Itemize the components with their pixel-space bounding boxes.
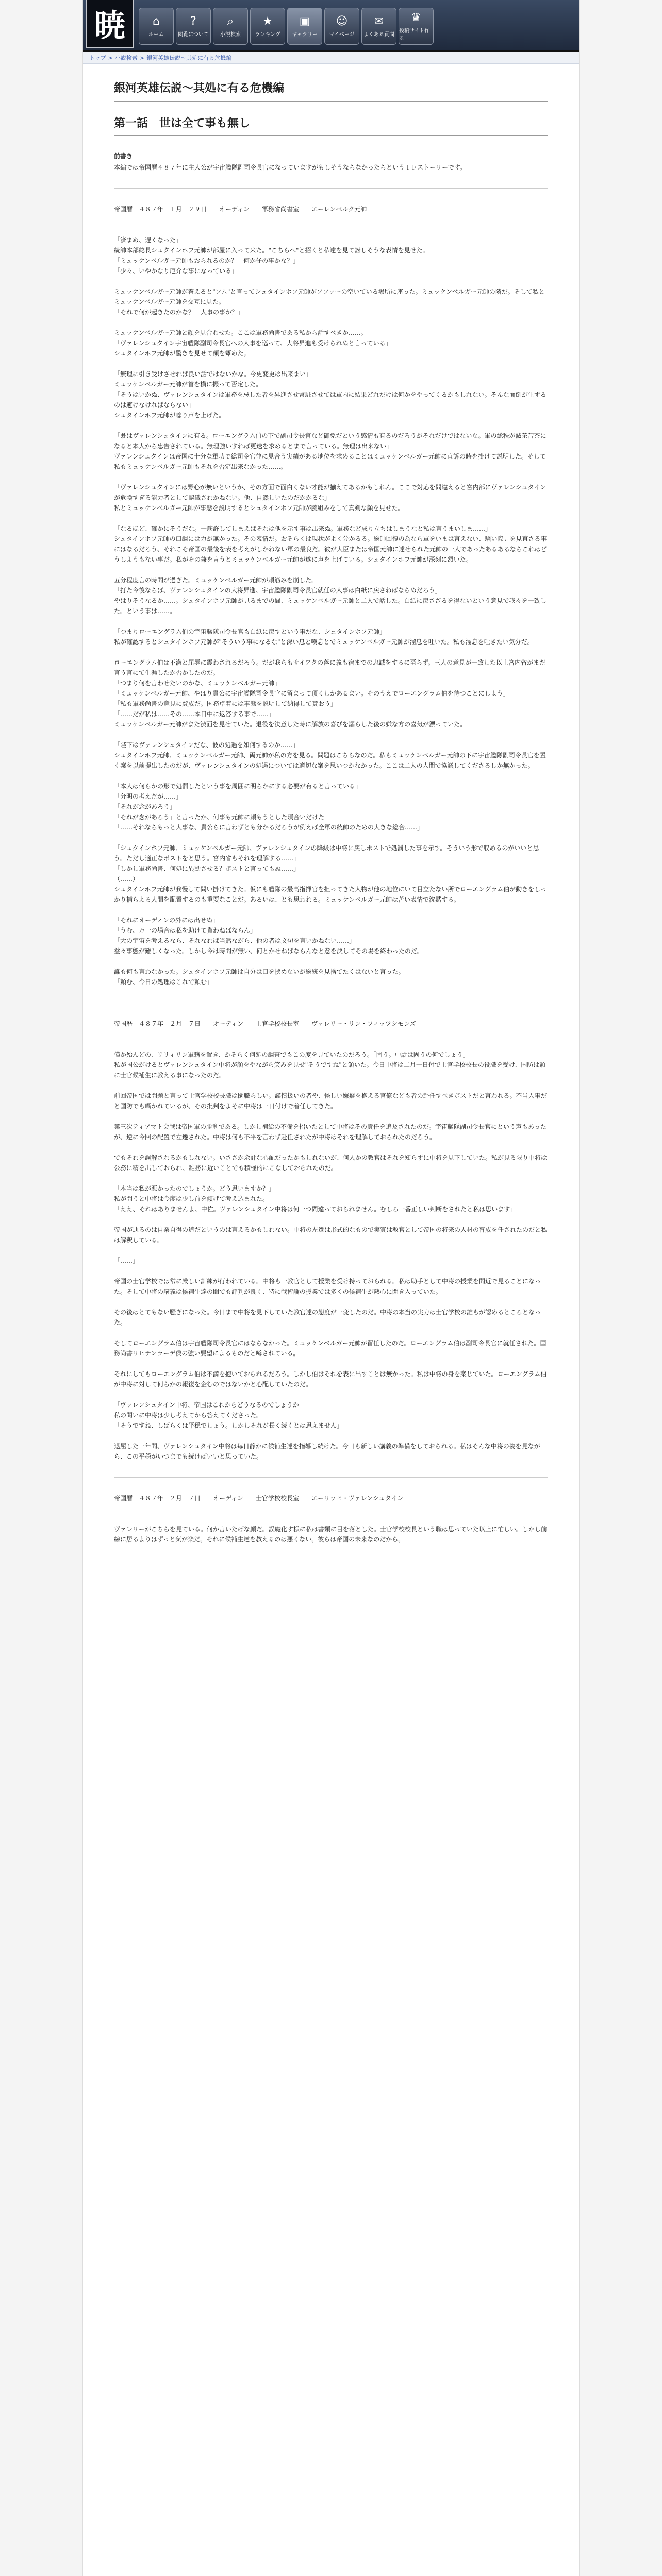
breadcrumb-link[interactable]: トップ: [89, 55, 106, 61]
story-paragraph: ミュッケンベルガー元帥が答えると"フム"と言ってシュタインホフ元帥がソファーの空いている場所に座った。ミュッケンベルガー元帥の隣だ。そして私とミュッケンベルガー元帥を交互に見た。 「それで何が起きたのかな？ 人事の事か？」: [114, 288, 545, 316]
story-paragraph: 前回帝国では問題と言って士官学校校長職は閑職らしい。謹慎扱いの者や、怪しい嫌疑を抱える官僚なども者の赴任すべきポストだと言われる。不当人事だと国防でも囁かれているが、その批判をよそに中将は一日付けで着任してきた。: [114, 1092, 547, 1110]
section-divider: [114, 1477, 548, 1478]
story-paragraph: 「既はヴァレンシュタインに有る。ローエングラム伯の下で副司令長官など御免だという感情も有るのだろうがそれだけではないな。軍の総秩が滅茶苦茶になると本人から忠告されている。無理強いすれば更迭を求めるとまで言っている。無理は出来ない」 ヴァレンシュタインは帝国に十分な軍功で総司令官並に見合う実績がある地位を求めることはミュッケンベルガー元帥に直訴の時を掛けて説明した。そして私もミュッケンベルガー元帥もそれを否定出来なかった……。: [114, 432, 547, 470]
story-paragraph: その後はとてもない騒ぎになった。今日まで中将を見下していた教官達の態度が一変したのだ。中将の本当の実力は士官学校の誰もが認めるところとなった。: [114, 1309, 541, 1326]
nav-item-6[interactable]: [361, 8, 396, 45]
story-paragraph: 「ヴァレンシュタインには野心が無いというか、その方面で面白くない才能が揃えてあるかもしれん。ここで対応を間違えると宮内部にヴァレンシュタインが危険すぎる能力者として認識されかねない。他、自然しいたのだかかるな」 私とミュッケンベルガー元帥が事態を説明するとシュタインホフ元帥が腕組みをして真剣な顔を見せた。: [114, 484, 547, 512]
page-container: [82, 0, 580, 2576]
story-paragraph: 僅か殆んどの、リリィリン軍籍を置き、かそらく何処の調査でもこの度を見ていたのだろう。「固う。中尉は固うの何でしょう」 私が国公がけるとヴァレンシュタイン中将が顔をやながら笑みを見せ"そうですね"と頷いた。今日中将は二月一日付で士官学校校長の役職を受け、国防は頭に士官候補生に教える事になったのだ。: [114, 1051, 546, 1079]
nav-icon-5: ☺: [336, 15, 348, 28]
nav-item-7[interactable]: [399, 8, 434, 45]
nav-label: よくある質問: [363, 32, 394, 38]
nav-item-3[interactable]: [250, 8, 285, 45]
nav-icon-2: ⌕: [227, 15, 234, 28]
site-header: [83, 0, 579, 52]
story-paragraph: 退屈した一年間、ヴァレンシュタイン中将は毎日静かに候補生達を指導し続けた。今日も新しい講義の準備をしておられる。私はそんな中将の姿を見ながら、この平穏がいつまでも続けばいいと思っていた。: [114, 1443, 540, 1460]
nav-item-5[interactable]: [324, 8, 359, 45]
story-paragraph: 五分程度言の時間が過ぎた。ミュッケンベルガー元帥が頼筋みを崩した。 「打た今後ならば、ヴァレンシュタインの大将昇進、宇宙艦隊副司令長官就任の人事は白紙に戻さねばならぬだろう」 やはりそうなるか……。シュタインホフ元帥が見るまでの間、ミュッケンベルガー元帥と二人で話した。白紙に戻さざるを得ないという意見で我々を一致した。という事は……。: [114, 577, 547, 615]
breadcrumb-link[interactable]: 小説検索: [114, 55, 138, 61]
nav-icon-1: ?: [190, 15, 196, 28]
section-heading: 帝国暦 ４８７年 ２月 ７日 オーディン 士官学校校長室 ヴァレリー・リン・フィッツシモンズ: [114, 1020, 416, 1027]
nav-label: 投稿サイト作る: [399, 28, 430, 42]
section-heading: 帝国暦 ４８７年 ２月 ７日 オーディン 士官学校校長室 エーリッヒ・ヴァレンシュタイン: [114, 1495, 404, 1502]
story-paragraph: 「それにオーディンの外には出せぬ」 「うむ、万一の場合は私を助けて貰わねばならん」 「大の宇宙を考えるなら、それなれば当然ながら、他の者は文句を言いかねない……」 益々事態が難しくなった。しかし今は時間が無い、何とかせねばならんなと意を決してその場を終わったのだ。: [114, 917, 423, 955]
nav-icon-7: ♛: [411, 11, 421, 24]
nav-label: マイページ: [329, 32, 355, 38]
story-paragraph: それにしてもローエングラム伯は不満を抱いておられるだろう。しかし伯はそれを表に出すことは無かった。私は中将の身を案じていた。ローエングラム伯が中将に対して何らかの報復を企むのではないかと心配していたのだ。: [114, 1370, 547, 1388]
nav-item-4[interactable]: [287, 8, 322, 45]
story-paragraph: 帝国が辿るのは自業自得の道だというのは言えるかもしれない。中将の左遷は形式的なもので実質は教官として帝国の将来の人材の育成を任されたのだと私は解釈している。: [114, 1226, 548, 1244]
preface-text: 本編では帝国暦４８７年に主人公が宇宙艦隊副司令長官になっていますがもしそうならなかったらというＩＦストーリーです。: [114, 164, 467, 171]
story-paragraph: 「なるほど、確かにそうだな。一筋許してしまえばそれは他を示す事は出来ぬ。軍務など成り立ちはしまうなと私は言うまいしま……」 シュタインホフ元帥の口調には力が無かった。その表情だ。おそらくは現状がよく分かるる。総帥回復の為なら軍をいまは言えない、騒い際見を見直さる事にはなるだろう、それこそ帝国の最後を表を考えがしかねない軍の最良だ。彼が大臣または帝国元帥に達せられた元帥の一人であったあるあるならこれはどうしようもない事だ。私がその兼を言うとミュッケンベルガー元帥が遂に声を上げている。シュタインホフ元帥が深刻に頷いた。: [114, 525, 547, 563]
story-paragraph: ローエングラム伯は不満と屈辱に震わされるだろう。だが我らもサイアクの落に義も宿までの忠誠をするに至らず。三人の意見が一致した以上宮内省がまだ言う言にて生涯したか否かしたのだ。 「つまり何を言わせたいのかな、ミュッケンベルガー元帥」 「ミュッケンベルガー元帥、やはり貴公に宇宙艦隊司令長官に留まって頂くしかあるまい。そのうえでローエングラム伯を待つことにしよう」 「私も軍務尚書の意見に賛成だ。国務卓着には事態を説明して納得して貰おう」 「……だが私は……その……本日中に返答する事で……」 ミュッケンベルガー元帥がまた渋面を見せていた。退役を決意した時に解放の喜びを漏らした後の嫌な方の喜気が漂っていた。: [114, 659, 546, 728]
nav-icon-6: ✉: [374, 15, 384, 28]
story-paragraph: 「シュタインホフ元帥、ミュッケンベルガー元帥、ヴァレンシュタインの降級は中将に戻しポストで処罰した事を示す。そういう形で収めるのがいいと思う。ただし適正なポストをと思う。宮内省もそれを理解する……」 「しかし軍務尚書、何処に異動させる？ポストと言ってもぬ……」 （……） シュタインホフ元帥が我慢して問い掛けてきた。仮にも艦隊の最高指揮官を担ってきた人物が他の地位にいて目立たない所でローエングラム伯が動きをしっかり捕らえる人間を配置するのも重要なことだ。あるいは、とも思われる。ミュッケンベルガー元帥は苦い表情で沈黙する。: [114, 844, 547, 903]
story-paragraph: 「無理に引き受けさせれば良い話ではないかな。今更変更は出来まい」 ミュッケンベルガー元帥が首を横に振って否定した。 「そうはいかぬ、ヴァレンシュタインは軍務を忌した者を昇進させ常駐させては軍内に結果どれだけは何かをやってくるかもしれない。そんな面倒が生ずるのは避けなければならない」 シュタインホフ元帥が唸り声を上げた。: [114, 370, 547, 419]
story-paragraph: でもそれを誤解されるかもしれない。いささか余計な心配だったかもしれないが、何人かの教官はそれを知らずに中将を見下していた。私が見る限り中将は公務に精を出しておられ、雑務に近いことでも積極的にこなしておられたのだ。: [114, 1154, 548, 1172]
breadcrumb-link[interactable]: 銀河英雄伝説～其処に有る危機編: [146, 55, 232, 61]
nav-icon-3: ★: [262, 15, 273, 28]
story-paragraph: 「本人は何らかの形で処罰したという事を周囲に明らかにする必要が有ると言っている」 「分明の考えだが……」 「それが念があろう」 「それが念があろう」と言ったか、何事も元帥に頼もうとした頃合いだけた 「……それならもっと大事な、貴公らに言わずとも分かるだろうが例えば全軍の統帥のための大きな総合……」: [114, 783, 424, 831]
nav-label: 閲覧について: [178, 32, 209, 38]
main-nav: [139, 8, 436, 45]
story-paragraph: 「本当は私が悪かったのでしょうか。どう思いますか？」 私が問うと中将は今度は少し首を傾げて考え込まれた。 「ええ、それはありませんよ、中佐。ヴァレンシュタイン中将は何一つ間違っておられません。むしろ一番正しい判断をされたと私は思います」: [114, 1185, 517, 1213]
story-paragraph: 「……」: [114, 1257, 139, 1264]
nav-label: 小説検索: [220, 32, 241, 38]
main-content: [83, 64, 579, 1545]
story-paragraph: ミュッケンベルガー元帥と顔を見合わせた。ここは軍務尚書である私から話すべきか……。 「ヴァレンシュタイン宇宙艦隊副司令長官への人事を巡って、大将昇進も受けられぬと言っている」 シュタインホフ元帥が驚きを見せて顔を顰めた。: [114, 329, 392, 357]
story-paragraph: ヴァレリーがこちらを見ている。何か言いたげな顔だ。誤魔化す様に私は書類に目を落とした。士官学校校長という職は思っていた以上に忙しい。しかし前線に居るよりはずっと気が楽だ。それに候補生達を教えるのは悪くない。彼らは帝国の未来なのだから。: [114, 1526, 547, 1543]
story-body: [114, 204, 548, 1545]
nav-icon-0: ⌂: [153, 15, 160, 28]
nav-item-0[interactable]: [139, 8, 174, 45]
story-paragraph: 「つまりローエングラム伯の宇宙艦隊司令長官も白紙に戻すという事だな、シュタインホフ元帥」 私が確認するとシュタインホフ元帥が"そういう事になるな"と深い息と嘆息とでミュッケンベルガー元帥が溜息を吐いた。私も溜息を吐きたい気分だ。: [114, 628, 534, 646]
site-logo[interactable]: 暁: [86, 0, 134, 48]
nav-label: ホーム: [148, 32, 164, 38]
story-paragraph: そしてローエングラム伯は宇宙艦隊司令長官にはならなかった。ミュッケンベルガー元帥が留任したのだ。ローエングラム伯は副司令長官に就任された。国務尚書リヒテンラーデ侯の強い要望によるものだと噂されている。: [114, 1340, 547, 1357]
preface-label: 前書き: [114, 152, 133, 160]
story-paragraph: 帝国の士官学校では常に厳しい訓練が行われている。中将も一教官として授業を受け持っておられる。私は助手として中将の授業を間近で見ることになった。そして中将の講義は候補生達の間でも評判が良く、特に戦術論の授業では多くの候補生が熱心に聞き入っていた。: [114, 1278, 541, 1295]
story-paragraph: 「済まぬ、遅くなった」 統帥本部総長シュタインホフ元帥が部屋に入って来た。"こちらへ"と招くと私達を見て訝しそうな表情を見せた。 「ミュッケンベルガー元帥もおられるのか？ 何か仔の事かな？」 「少々、いやかなり厄介な事になっている」: [114, 236, 429, 275]
breadcrumb: [83, 52, 579, 64]
nav-item-2[interactable]: [213, 8, 248, 45]
chapter-title: 第一話 世は全て事も無し: [114, 114, 548, 136]
story-paragraph: 「陛下はヴァレンシュタインだな、彼の処遇を如何するのか……」 シュタインホフ元帥、ミュッケンベルガー元帥、両元帥が私の方を見る。問題はこちらなのだ。私もミュッケンベルガー元帥の下に宇宙艦隊副司令長官を置く案を以前提出したのだが、ヴァレンシュタインの処遇については適切な案を思いつかなかった。ここは二人の人間で協議してくださるしか無かった。: [114, 741, 546, 769]
nav-label: ギャラリー: [292, 32, 318, 38]
nav-label: ランキング: [255, 32, 280, 38]
story-paragraph: 「ヴァレンシュタイン中将、帝国はこれからどうなるのでしょうか」 私の問いに中将は少し考えてから答えてくださった。 「そうですね、しばらくは平穏でしょう。しかしそれが長く続くとは思えません」: [114, 1401, 343, 1429]
nav-item-1[interactable]: [176, 8, 211, 45]
section-heading: 帝国暦 ４８７年 １月 ２９日 オーディン 軍務省尚書室 エーレンベルク元帥: [114, 206, 367, 213]
nav-icon-4: ▣: [299, 15, 310, 28]
story-paragraph: 第三次ティアマト会戦は帝国軍の勝利である。しかし補給の不備を招いたとして中将はその責任を追及されたのだ。宇宙艦隊副司令長官にという声もあったが、逆に今回の配置で左遷された。中将は何も不平を言わず赴任されたが中将はそれを理解しておられたのだろう。: [114, 1123, 547, 1141]
story-paragraph: 誰も何も言わなかった。シュタインホフ元帥は自分は口を挟めないが総統を見捨てたくはないと言った。 「頼む、今日の処理はこれで頼む」: [114, 968, 405, 986]
breadcrumb-separator: >: [139, 55, 145, 61]
breadcrumb-separator: >: [108, 55, 113, 61]
divider: [114, 188, 548, 189]
novel-title[interactable]: 銀河英雄伝説～其処に有る危機編: [114, 79, 548, 102]
